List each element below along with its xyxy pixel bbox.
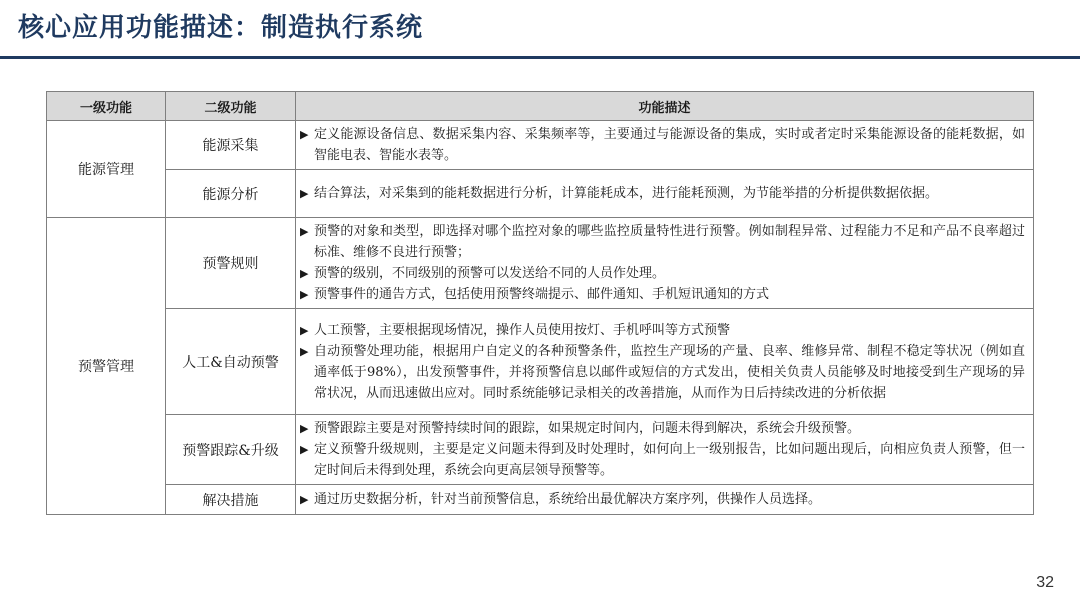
bullet-text: 预警的对象和类型，即选择对哪个监控对象的哪些监控质量特性进行预警。例如制程异常、过程能力不足和产品不良率超过标准、维修不良进行预警； [314,224,1025,260]
triangle-right-icon: ▶ [300,493,309,506]
description-cell [296,170,1034,218]
bullet-text: 定义能源设备信息、数据采集内容、采集频率等，主要通过与能源设备的集成，实时或者定时采集能源设备的能耗数据，如智能电表、智能水表等。 [314,127,1025,163]
slide-title: 核心应用功能描述：制造执行系统 [18,13,424,43]
level2-function-cell: 能源分析 [166,170,296,218]
triangle-right-icon: ▶ [300,225,309,238]
table-row [47,415,1034,485]
triangle-right-icon: ▶ [300,443,309,456]
description-cell [296,121,1034,170]
bullet-text: 定义预警升级规则，主要是定义问题未得到及时处理时，如何向上一级别报告，比如问题出现后，向相应负责人预警，但一定时间后未得到处理，系统会向更高层领导预警等。 [314,442,1025,478]
level2-function-cell: 人工&自动预警 [166,309,296,415]
bullet-text: 人工预警，主要根据现场情况，操作人员使用按灯、手机呼叫等方式预警 [314,322,731,338]
bullet-item [300,284,1025,305]
level2-function-cell: 能源采集 [166,121,296,170]
table-row [47,121,1034,170]
function-table [46,91,1034,515]
header-description: 功能描述 [296,92,1034,121]
bullet-text: 预警的级别，不同级别的预警可以发送给不同的人员作处理。 [314,266,666,281]
bullet-item [300,341,1025,404]
triangle-right-icon: ▶ [300,187,309,200]
bullet-item [300,183,1025,204]
table-row [47,485,1034,515]
level2-function-cell: 解决措施 [166,485,296,515]
table-row [47,309,1034,415]
header-level1: 一级功能 [47,92,166,121]
bullet-text: 结合算法，对采集到的能耗数据进行分析，计算能耗成本，进行能耗预测，为节能举措的分析提供数据依据。 [314,186,939,201]
description-cell [296,309,1034,415]
level2-function-cell: 预警跟踪&升级 [166,415,296,485]
table-row [47,170,1034,218]
table-body [47,121,1034,515]
bullet-text: 预警跟踪主要是对预警持续时间的跟踪，如果规定时间内，问题未得到解决，系统会升级预警。 [314,421,861,436]
bullet-item [300,439,1025,481]
table-row [47,218,1034,309]
bullet-item [300,418,1025,439]
description-cell [296,218,1034,309]
triangle-right-icon: ▶ [300,422,309,435]
triangle-right-icon: ▶ [300,323,309,337]
level2-function-cell: 预警规则 [166,218,296,309]
table-header-row [47,92,1034,121]
triangle-right-icon: ▶ [300,128,309,141]
title-underline [0,56,1080,59]
bullet-text: 自动预警处理功能，根据用户自定义的各种预警条件，监控生产现场的产量、良率、维修异常、制程不稳定等状况（例如直通率低于98%），出发预警事件，并将预警信息以邮件或短信的方式发出，使相关负责人员能够及时地接受到生产现场的异常状况，从而迅速做出应对。同时系统能够记录相关的改善措施，从而作为日后持续改进的分析依据 [314,343,1025,401]
description-cell [296,415,1034,485]
page-number: 32 [1036,574,1054,591]
level1-function-cell: 预警管理 [47,218,166,515]
triangle-right-icon: ▶ [300,344,309,358]
level1-function-cell: 能源管理 [47,121,166,218]
bullet-item [300,320,1025,341]
bullet-text: 预警事件的通告方式，包括使用预警终端提示、邮件通知、手机短讯通知的方式 [314,287,770,302]
header-level2: 二级功能 [166,92,296,121]
triangle-right-icon: ▶ [300,288,309,301]
triangle-right-icon: ▶ [300,267,309,280]
bullet-item [300,263,1025,284]
bullet-item [300,124,1025,166]
bullet-item [300,489,1025,510]
description-cell [296,485,1034,515]
bullet-item [300,221,1025,263]
bullet-text: 通过历史数据分析，针对当前预警信息，系统给出最优解决方案序列，供操作人员选择。 [314,492,822,507]
